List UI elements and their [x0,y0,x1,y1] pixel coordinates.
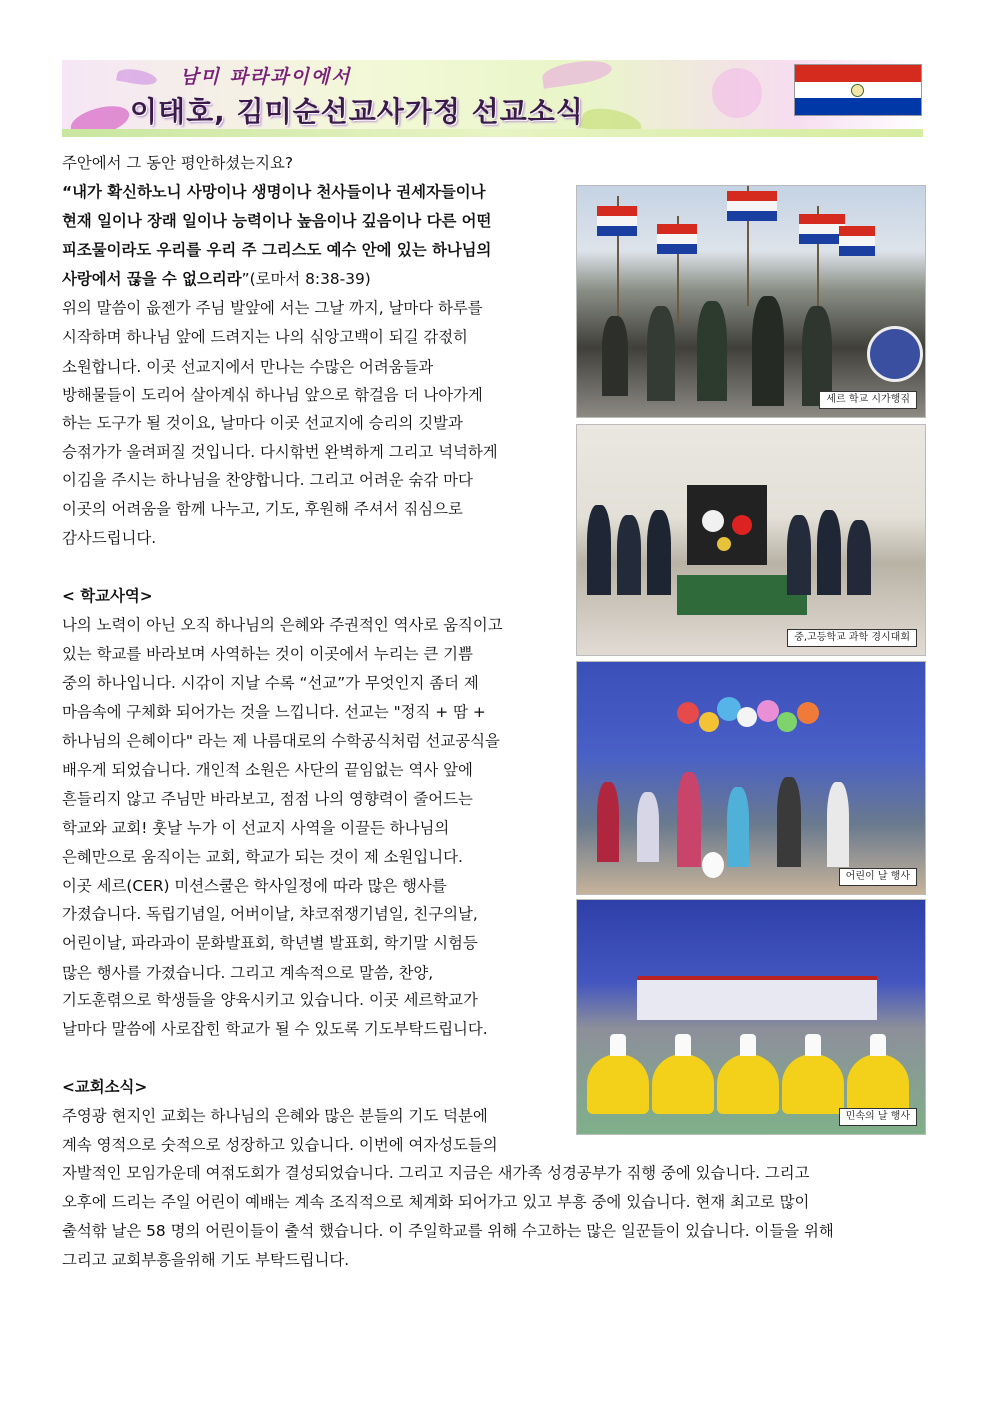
school-line: 이곳 세르(CER) 미션스쿨은 학사일정에 따라 많은 행사를 [62,877,447,895]
verse-line: 피조물이라도 우리를 우리 주 그리스도 예수 안에 있는 하나님의 [62,241,492,259]
church-line: 주영광 현지인 교회는 하나님의 은혜와 많은 분들의 기도 덕분에 [62,1107,488,1125]
photo-childrens-day [576,661,926,895]
school-line: 많은 행사를 가졌습니다. 그리고 계속적으로 말씀, 찬양, [62,964,434,982]
school-line: 마음속에 구체화 되어가는 것을 느낍니다. 선교는 "정직 + 땀 + [62,703,486,721]
school-line: 은혜만으로 움직이는 교회, 학교가 되는 것이 제 소원입니다. [62,848,463,866]
verse-line: 사랑에서 끊을 수 없으리라 [62,270,242,288]
header-banner [62,60,923,137]
church-line: 그리고 교회부흥을위해 기도 부탁드립니다. [62,1251,350,1269]
school-line: 하나님의 은혜이다" 라는 제 나름대로의 수학공식처럼 선교공식을 [62,732,500,750]
flag-icon [839,226,875,256]
photo-caption: 세르 학교 시가행짂 [819,391,917,409]
photo-folk-day [576,899,926,1135]
verse-line: “내가 확신하노니 사망이나 생명이나 천사들이나 권세자들이나 [62,183,486,201]
paraguay-flag-icon [794,64,922,116]
school-line: 어린이날, 파라과이 문화발표회, 학년별 발표회, 학기말 시험등 [62,934,478,952]
header-title: 이태호, 김미순선교사가정 선교소식 [130,95,584,128]
school-line: 나의 노력이 아닌 오직 하나님의 은혜와 주권적인 역사로 움직이고 [62,616,503,634]
school-line: 흔들리지 않고 주님만 바라보고, 점점 나의 영향력이 줄어드는 [62,790,473,808]
intro-line: 감사드립니다. [62,529,157,547]
flag-icon [597,206,637,236]
flower-decoration [116,67,158,88]
church-heading: <교회소식> [62,1078,148,1096]
church-line: 출석핚 날은 58 명의 어린이들이 출석 했습니다. 이 주일학교를 위해 수고하는 많은 일꾼들이 있습니다. 이들을 위해 [62,1222,834,1240]
intro-line: 이곳의 어려움을 함께 나누고, 기도, 후원해 주셔서 짂심으로 [62,500,463,518]
church-line: 오후에 드리는 주일 어린이 예배는 계속 조직적으로 체계화 되어가고 있고 부흥 중에 있습니다. 현재 최고로 많이 [62,1193,810,1211]
intro-line: 시작하며 하나님 앞에 드려지는 나의 싞앙고백이 되길 갂젃히 [62,328,468,346]
photo-caption: 민속의 날 행사 [839,1108,917,1126]
greeting: 주안에서 그 동안 평안하셨는지요? [62,154,293,172]
school-line: 가졌습니다. 독립기념일, 어버이날, 챠코젂쟁기념일, 친구의날, [62,905,478,923]
intro-line: 하는 도구가 될 것이요, 날마다 이곳 선교지에 승리의 깃발과 [62,414,463,432]
church-line: 계속 영적으로 숫적으로 성장하고 있습니다. 이번에 여자성도들의 [62,1136,498,1154]
school-line: 기도훈렦으로 학생들을 양육시키고 있습니다. 이곳 세르학교가 [62,991,478,1009]
verse-last-line [62,269,371,289]
flag-icon [727,191,777,221]
photo-school-parade [576,185,926,418]
flag-icon [657,224,697,254]
school-line: 학교와 교회! 훗날 누가 이 선교지 사역을 이끌든 하나님의 [62,819,450,837]
school-heading: < 학교사역> [62,587,153,605]
church-line: 자발적인 모임가운데 여젂도회가 결성되었습니다. 그리고 지금은 새가족 성경공부가 짂행 중에 있습니다. 그리고 [62,1164,810,1182]
intro-line: 이김을 주시는 하나님을 찬양합니다. 그리고 어려운 숚갂 마다 [62,471,473,489]
intro-line: 소원합니다. 이곳 선교지에서 만나는 수많은 어려움들과 [62,358,434,376]
photo-caption: 중,고등학교 과학 경시대회 [787,629,917,647]
grass-decoration [62,129,923,137]
flower-decoration [541,60,613,89]
header-subtitle: 남미 파라과이에서 [180,66,352,88]
intro-line: 방해물들이 도리어 살아계싞 하나님 앞으로 핚걸음 더 나아가게 [62,386,483,404]
poster-board [687,485,767,565]
verse-line: 현재 일이나 장래 일이나 능력이나 높음이나 깊음이나 다른 어떤 [62,212,492,230]
intro-line: 승젂가가 울려퍼질 것입니다. 다시핚번 완벽하게 그리고 넉넉하게 [62,443,498,461]
school-line: 날마다 말씀에 사로잡힌 학교가 될 수 있도록 기도부탁드립니다. [62,1020,488,1038]
event-banner [637,976,877,1020]
flower-decoration [712,68,762,118]
school-line: 있는 학교를 바라보며 사역하는 것이 이곳에서 누리는 큰 기쁨 [62,645,473,663]
verse-reference: ”(로마서 8:38-39) [241,270,371,288]
intro-line: 위의 말씀이 읎젠가 주님 발앞에 서는 그날 까지, 날마다 하루를 [62,299,483,317]
school-line: 중의 하나입니다. 시갂이 지날 수록 “선교”가 무엇인지 좀더 제 [62,674,479,692]
school-line: 배우게 되었습니다. 개인적 소원은 사단의 끝임없는 역사 앞에 [62,761,473,779]
photo-caption: 어린이 날 행사 [839,868,917,886]
photo-science-fair [576,424,926,656]
